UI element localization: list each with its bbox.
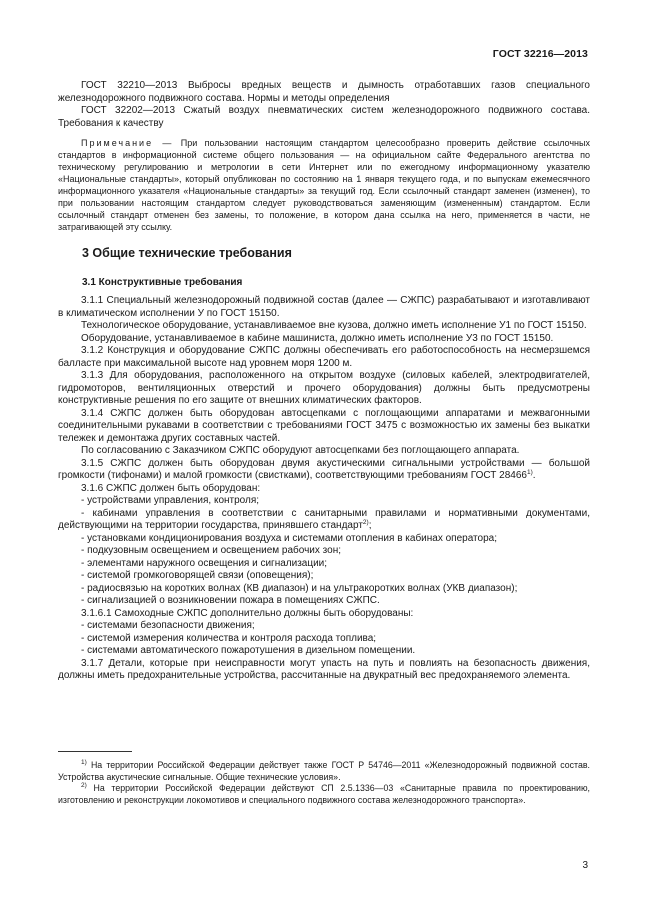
list-item: - подкузовным освещением и освещением рабочих зон; [81, 545, 342, 556]
footnote: $^{1)}$ На территории Российской Федерации действует также ГОСТ Р 54746—2011 «Железнодорожный подвижной состав. Устройства акустические сигнальные. Общие технические условия». [58, 759, 590, 782]
list-item: - установками кондиционирования воздуха и системами отопления в кабинах оператора; [81, 532, 497, 544]
paragraph: 3.1.6.1 Самоходные СЖПС дополнительно должны быть оборудованы: [81, 607, 414, 619]
list-item: - устройствами управления, контроля; [81, 495, 260, 506]
paragraph: 3.1.3 Для оборудования, расположенного на открытом воздухе (силовых кабелей, электродвигателей, гидромоторов, вентиляционных отверстий и прочего оборудования) должны быть предусмотрены конструктивные решения по его защите от внешних климатических факторов. [58, 370, 590, 406]
reference-item: ГОСТ 32210—2013 Выбросы вредных веществ и дымность отработавших газов специального железнодорожного подвижного состава. Нормы и методы определения [58, 80, 590, 104]
list-item: - элементами наружного освещения и сигнализации; [81, 557, 328, 569]
footnote: $^{2)}$ На территории Российской Федерации действуют СП 2.5.1336—03 «Санитарные правила по проектированию, изготовлению и реконструкции локомотивов и специального подвижного состава железнодорожного транспорта». [58, 782, 590, 805]
subsection-title: 3.1 Конструктивные требования [82, 277, 243, 288]
list-item: - радиосвязью на коротких волнах (КВ диапазон) и на ультракоротких волнах (УКВ диапазон); [81, 582, 518, 594]
footnote-mark: 2) [81, 782, 87, 789]
paragraph: 3.1.2 Конструкция и оборудование СЖПС должны обеспечивать его работоспособность на несмерзшемся балласте при максимальной высоте над уровнем моря 1200 м. [58, 345, 590, 369]
footnotes-block [58, 760, 590, 806]
paragraph: Технологическое оборудование, устанавливаемое вне кузова, должно иметь исполнение У1 по ГОСТ 15150. [81, 320, 587, 331]
section-title: 3 Общие технические требования [82, 246, 292, 260]
paragraph: 3.1.5 СЖПС должен быть оборудован двумя акустическими сигнальными устройствами — большой громкости (тифонами) и малой громкости (свистками), соответствующими требованиям ГОСТ 28466$^{1)}$. [58, 457, 590, 481]
footnote-separator [58, 751, 132, 752]
note-text: При пользовании настоящим стандартом целесообразно проверить действие ссылочных стандартов в информационной системе общего пользования — на официальном сайте Федерального агентства по техническому регулированию и метрологии в сети Интернет или по ежегодному информационному указателю «Национальные стандарты», который опубликован по состоянию на 1 января текущего года, и по выпускам ежемесячного информационного указателя «Национальные стандарты» за текущий год. Если ссылочный стандарт заменен (изменен), то при пользовании настоящим стандартом следует руководствоваться заменяющим (измененным) стандартом. Если ссылочный стандарт отменен без замены, то положение, в котором дана ссылка на него, применяется в части, не затрагивающей эту ссылку. [58, 138, 590, 232]
list-item: - сигнализацией о возникновении пожара в помещениях СЖПС. [81, 595, 380, 606]
paragraph: 3.1.6 СЖПС должен быть оборудован: [81, 482, 261, 494]
note-block [58, 137, 590, 233]
footnote-mark: 1) [81, 759, 87, 766]
footnote-ref[interactable]: 2) [362, 519, 369, 526]
page-number: 3 [582, 860, 588, 871]
normative-references-block [58, 80, 590, 130]
list-item: - системой громкоговорящей связи (оповещения); [81, 570, 314, 581]
paragraph: 3.1.4 СЖПС должен быть оборудован автосцепками с поглощающими аппаратами и межвагонными соединительными рукавами в соответствии с требованиями ГОСТ 3475 с возможностью их замены без выкатки тележек и демонтажа других составных частей. [58, 407, 590, 444]
list-item: - кабинами управления в соответствии с санитарными правилами и нормативными документами, действующими на территории государства, принявшего стандарт$^{2)}$; [58, 507, 590, 531]
note-label: Примечание — [81, 138, 174, 148]
reference-item: ГОСТ 32202—2013 Сжатый воздух пневматических систем железнодорожного подвижного состава. Требования к качеству [58, 105, 590, 129]
footnote-ref[interactable]: 1) [526, 469, 533, 476]
document-code-header: ГОСТ 32216—2013 [492, 48, 588, 60]
paragraph: 3.1.1 Специальный железнодорожный подвижной состав (далее — СЖПС) разрабатывают и изготавливают в климатическом исполнении У по ГОСТ 15150. [58, 295, 590, 319]
paragraph: 3.1.7 Детали, которые при неисправности могут упасть на путь и повлиять на безопасность движения, должны иметь предохранительные устройства, рассчитанные на двукратный вес предохраняемого элемента. [58, 657, 590, 681]
list-item: - системами безопасности движения; [81, 620, 255, 631]
list-item: - системой измерения количества и контроля расхода топлива; [81, 632, 377, 644]
paragraph: По согласованию с Заказчиком СЖПС оборудуют автосцепками без поглощающего аппарата. [81, 445, 520, 456]
list-item: - системами автоматического пожаротушения в дизельном помещении. [81, 645, 416, 656]
paragraph: Оборудование, устанавливаемое в кабине машиниста, должно иметь исполнение У3 по ГОСТ 15150. [81, 332, 554, 344]
requirements-body [58, 295, 590, 683]
